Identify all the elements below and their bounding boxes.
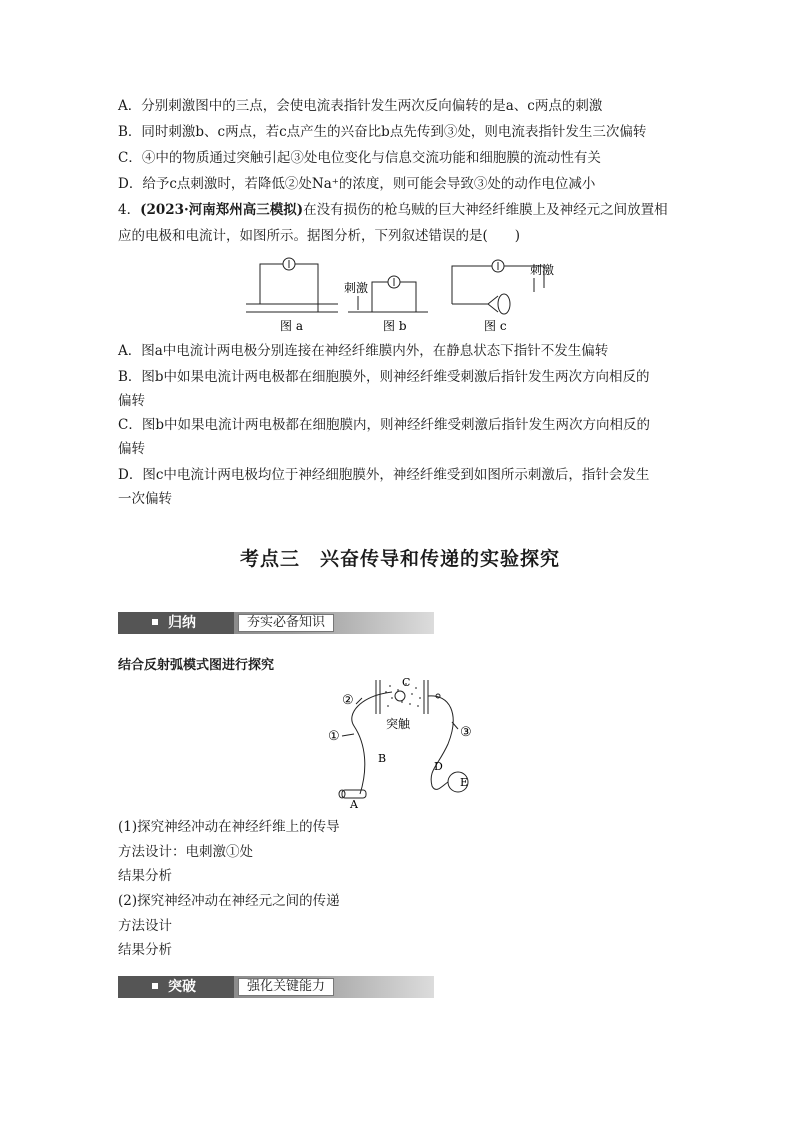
explore-1-title: (1)探究神经冲动在神经纤维上的传导 [118, 819, 340, 835]
q4-option-d: D．图c中电流计两电极均位于神经细胞膜外，神经纤维受到如图所示刺激后，指针会发生 [118, 467, 650, 483]
square-icon [152, 619, 158, 625]
q4-option-a: A．图a中电流计两电极分别连接在神经纤维膜内外，在静息状态下指针不发生偏转 [118, 343, 609, 359]
label-2: ② [342, 693, 354, 708]
fig-c-label: 图 c [484, 319, 507, 333]
label-d: D [434, 760, 443, 773]
bar-tag: 归纳 [168, 615, 196, 631]
q3-option-c: C．④中的物质通过突触引起③处电位变化与信息交流功能和细胞膜的流动性有关 [118, 150, 601, 166]
synapse-label: 突触 [386, 717, 411, 731]
q4-number: 4． [118, 202, 141, 218]
label-1: ① [328, 729, 340, 744]
explore-1-method: 方法设计：电刺激①处 [118, 844, 253, 860]
q4-source: (2023·河南郑州高三模拟) [140, 202, 304, 218]
q4-option-c: C．图b中如果电流计两电极都在细胞膜内，则神经纤维受刺激后指针发生两次方向相反的 [118, 417, 650, 433]
fig-c-stim: 刺激 [530, 263, 555, 277]
section-bar-breakthrough [118, 976, 434, 998]
label-e: E [460, 776, 469, 789]
q3-option-d: D．给予c点刺激时，若降低②处Na⁺的浓度，则可能会导致③处的动作电位减小 [118, 176, 596, 192]
section-title: 考点三 兴奋传导和传递的实验探究 [239, 548, 560, 570]
explore-2-title: (2)探究神经冲动在神经元之间的传递 [118, 893, 340, 909]
explore-title: 结合反射弧模式图进行探究 [118, 658, 275, 673]
q4-option-b: B．图b中如果电流计两电极都在细胞膜外，则神经纤维受刺激后指针发生两次方向相反的 [118, 369, 650, 385]
q4-option-d-cont: 一次偏转 [118, 491, 172, 507]
section-bar-induction [118, 612, 434, 634]
bar-tag: 突破 [168, 979, 196, 995]
explore-1-result: 结果分析 [118, 868, 172, 884]
label-3: ③ [460, 725, 472, 740]
label-b: B [378, 752, 387, 765]
q4-option-b-cont: 偏转 [118, 393, 145, 409]
bar-box: 夯实必备知识 [238, 614, 334, 632]
label-a: A [350, 798, 358, 810]
q4-stem-line1: 在没有损伤的枪乌贼的巨大神经纤维膜上及神经元之间放置相 [303, 202, 668, 218]
q3-option-a: A．分别刺激图中的三点，会使电流表指针发生两次反向偏转的是a、c两点的刺激 [118, 98, 603, 114]
q4-stem-line2: 应的电极和电流计，如图所示。据图分析，下列叙述错误的是( ) [118, 228, 521, 244]
square-icon [152, 983, 158, 989]
q4-figures [240, 252, 560, 334]
q3-option-b: B．同时刺激b、c两点，若c点产生的兴奋比b点先传到③处，则电流表指针发生三次偏转 [118, 124, 647, 140]
reflex-arc-diagram [320, 674, 490, 810]
label-c: C [402, 676, 411, 689]
fig-b-label: 图 b [383, 319, 407, 333]
fig-a-label: 图 a [280, 319, 303, 333]
explore-2-method: 方法设计 [118, 918, 172, 934]
explore-2-result: 结果分析 [118, 942, 172, 958]
bar-box: 强化关键能力 [238, 978, 334, 996]
q4-stem [118, 201, 668, 219]
q4-option-c-cont: 偏转 [118, 441, 145, 457]
fig-b-stim: 刺激 [344, 281, 369, 295]
